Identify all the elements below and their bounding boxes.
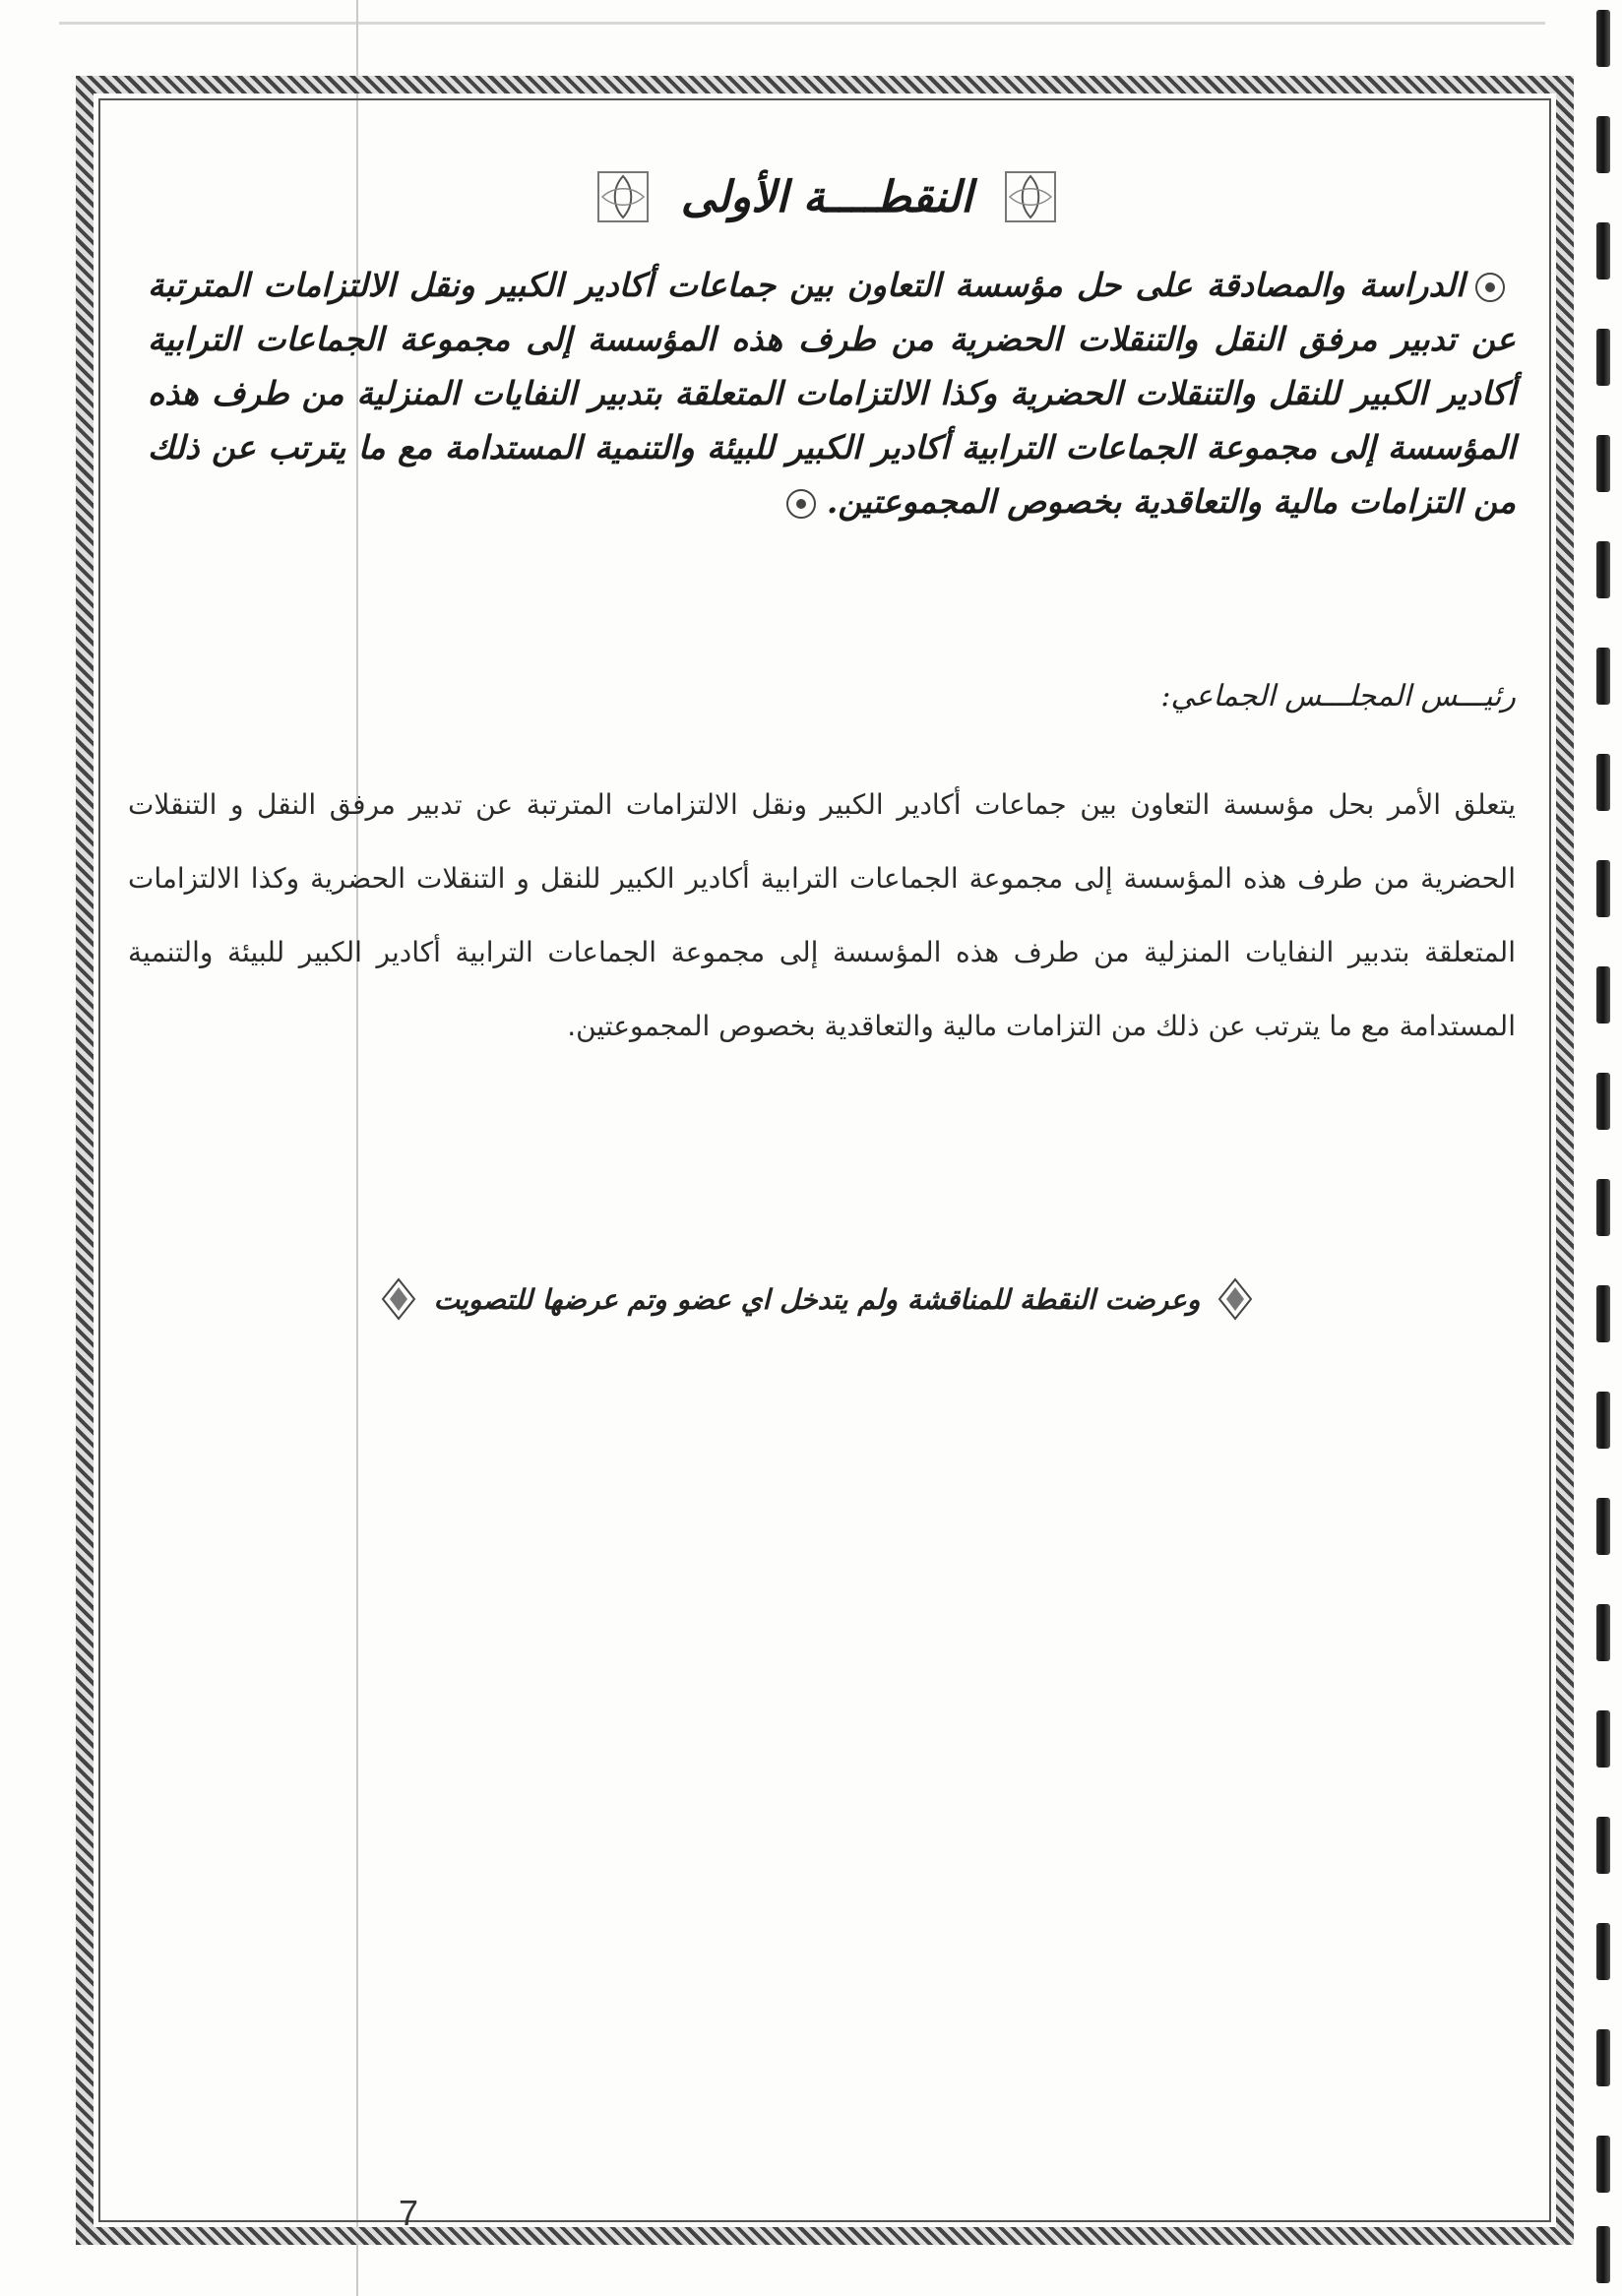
binding-ring — [1596, 10, 1610, 67]
vote-note-block — [295, 1270, 1339, 1329]
binding-ring — [1596, 2226, 1610, 2283]
binding-ring — [1596, 754, 1610, 811]
speaker-statement: يتعلق الأمر بحل مؤسسة التعاون بين جماعات أكادير الكبير ونقل الالتزامات المترتبة عن تدبير مرفق النقل و التنقلات الحضرية من طرف هذه المؤسسة إلى مجموعة الجماعات الترابية أكادير الكبير للنقل و التنقلات الحضرية وكذا الالتزامات المتعلقة بتدبير النفايات المنزلية من طرف هذه المؤسسة إلى مجموعة الجماعات الترابية أكادير الكبير للبيئة والتنمية المستدامة مع ما يترتب عن ذلك من التزامات مالية والتعاقدية بخصوص المجموعتين. — [128, 788, 1516, 1042]
binding-ring — [1596, 116, 1610, 173]
section-title: النقطــــة الأولى — [680, 171, 973, 222]
binding-ring — [1596, 1710, 1610, 1768]
binding-ring — [1596, 1498, 1610, 1555]
diamond-ornament-icon — [1217, 1277, 1253, 1321]
spiral-binding — [1581, 0, 1618, 2296]
floral-ornament-icon — [594, 168, 652, 225]
binding-ring — [1596, 1604, 1610, 1661]
binding-ring — [1596, 2136, 1610, 2193]
binding-ring — [1596, 329, 1610, 386]
binding-ring — [1596, 1179, 1610, 1236]
binding-ring — [1596, 1817, 1610, 1874]
diamond-ornament-icon — [381, 1277, 416, 1321]
binding-ring — [1596, 2029, 1610, 2086]
flower-bullet-icon — [1470, 268, 1510, 307]
page-number: 7 — [399, 2193, 419, 2233]
speaker-heading: رئيـــس المجلـــس الجماعي: — [1160, 679, 1516, 714]
binding-ring — [1596, 222, 1610, 279]
scan-top-rule — [59, 22, 1545, 25]
agenda-text: الدراسة والمصادقة على حل مؤسسة التعاون بين جماعات أكادير الكبير ونقل الالتزامات المترتبة عن تدبير مرفق النقل والتنقلات الحضرية من طرف هذه المؤسسة إلى مجموعة الجماعات الترابية أكادير الكبير للنقل والتنقلات الحضرية وكذا الالتزامات المتعلقة بتدبير النفايات المنزلية من طرف هذه المؤسسة إلى مجموعة الجماعات الترابية أكادير الكبير للبيئة والتنمية المستدامة مع ما يترتب عن ذلك من التزامات مالية والتعاقدية بخصوص المجموعتين. — [148, 266, 1516, 521]
binding-ring — [1596, 648, 1610, 705]
binding-ring — [1596, 435, 1610, 492]
vote-note: وعرضت النقطة للمناقشة ولم يتدخل اي عضو وتم عرضها للتصويت — [433, 1282, 1201, 1316]
binding-ring — [1596, 1073, 1610, 1130]
floral-ornament-icon — [1002, 168, 1059, 225]
binding-ring — [1596, 860, 1610, 917]
title-block — [551, 157, 1102, 236]
binding-ring — [1596, 1923, 1610, 1980]
binding-ring — [1596, 1392, 1610, 1449]
agenda-item-text — [148, 258, 1516, 528]
binding-ring — [1596, 541, 1610, 598]
binding-ring — [1596, 1285, 1610, 1342]
flower-end-icon — [781, 484, 821, 524]
binding-ring — [1596, 966, 1610, 1024]
